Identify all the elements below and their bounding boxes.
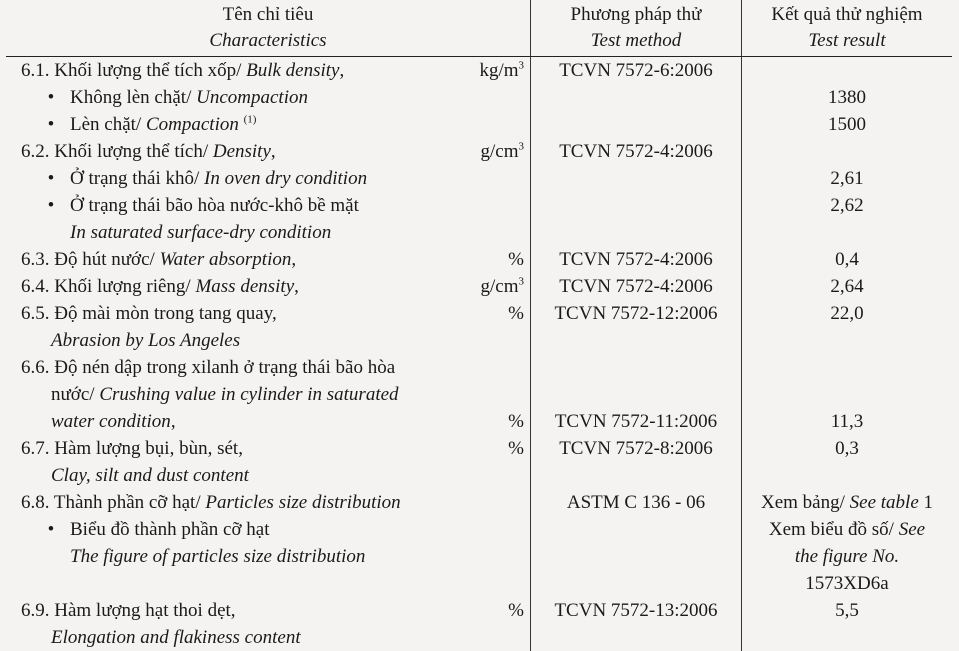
row-label: 6.5. Độ mài mòn trong tang quay,	[21, 303, 277, 324]
bullet-icon: •	[47, 519, 55, 540]
row-method: ASTM C 136 - 06	[531, 489, 742, 516]
row-result: 1380	[828, 87, 866, 108]
row-method: TCVN 7572-4:2006	[531, 273, 742, 300]
table-row: • Ở trạng thái bão hòa nước-khô bề mặt In saturated surface-dry condition 2,62	[6, 192, 952, 246]
table-row	[6, 138, 952, 165]
row-label: 6.2. Khối lượng thể tích/ Density,	[21, 141, 276, 162]
row-label: 6.4. Khối lượng riêng/ Mass density,	[21, 276, 299, 297]
bullet-icon: •	[47, 87, 55, 108]
table-row: • Ở trạng thái khô/ In oven dry condition 2,61	[6, 165, 952, 192]
row-unit: $g/cm^3$	[480, 140, 524, 162]
table-row	[6, 57, 952, 85]
table-row: 6.6. Độ nén dập trong xilanh ở trạng thái bão hòa nước/ Crushing value in cylinder in saturated water condition, % TCVN 7572-11:2006 11,3	[6, 354, 952, 435]
row-result: 2,64	[830, 276, 864, 297]
row-result: 0,3	[835, 438, 859, 459]
table-row: 6.5. Độ mài mòn trong tang quay, % Abrasion by Los Angeles TCVN 7572-12:2006 22,0	[6, 300, 952, 354]
table-row: • Không lèn chặt/ Uncompaction 1380	[6, 84, 952, 111]
table-header-row	[6, 0, 952, 57]
header-test-result	[742, 0, 953, 57]
header-col2-vi: Phương pháp thử	[570, 4, 702, 25]
row-unit: %	[508, 438, 524, 459]
row-method: TCVN 7572-4:2006	[531, 246, 742, 273]
row-method: TCVN 7572-13:2006	[531, 597, 742, 651]
header-col1-vi: Tên chỉ tiêu	[222, 4, 314, 25]
header-characteristics	[6, 0, 531, 57]
row-method: TCVN 7572-12:2006	[531, 300, 742, 354]
row-label: 6.3. Độ hút nước/ Water absorption,	[21, 249, 297, 270]
row-label: 6.9. Hàm lượng hạt thoi dẹt,	[21, 600, 236, 621]
row-result: 2,62	[830, 195, 864, 216]
row-result: Xem biểu đồ số/ See the figure No. 1573XD6a	[768, 519, 926, 594]
row-result: 11,3	[830, 411, 864, 432]
row-unit: %	[508, 411, 524, 432]
row-unit: %	[508, 249, 524, 270]
row-result: Xem bảng/ See table 1	[760, 492, 933, 513]
row-method: TCVN 7572-11:2006	[531, 354, 742, 435]
row-result: 0,4	[835, 249, 859, 270]
row-method: TCVN 7572-4:2006	[531, 138, 742, 165]
row-label: 6.6. Độ nén dập trong xilanh ở trạng thái bão hòa	[21, 357, 396, 378]
row-label: 6.8. Thành phần cỡ hạt/ Particles size distribution	[21, 492, 401, 513]
bullet-icon: •	[47, 168, 55, 189]
row-result	[742, 57, 953, 85]
row-result: 22,0	[830, 303, 864, 324]
test-results-table	[6, 0, 952, 651]
bullet-icon: •	[47, 195, 55, 216]
row-label: 6.1. Khối lượng thể tích xốp/ Bulk density,	[21, 60, 345, 81]
row-result: 1500	[828, 114, 866, 135]
table-row	[6, 273, 952, 300]
row-label: 6.7. Hàm lượng bụi, bùn, sét,	[21, 438, 243, 459]
table-row	[6, 246, 952, 273]
header-col3-en: Test result	[808, 30, 886, 51]
header-test-method	[531, 0, 742, 57]
row-method: TCVN 7572-6:2006	[531, 57, 742, 85]
row-unit: $kg/m^3$	[479, 59, 524, 81]
row-result: 2,61	[830, 168, 864, 189]
table-row: • Lèn chặt/ Compaction $^{(1)}$ 1500	[6, 111, 952, 138]
row-method: TCVN 7572-8:2006	[531, 435, 742, 489]
row-result: 5,5	[835, 600, 859, 621]
row-unit: %	[508, 600, 524, 621]
header-col3-vi: Kết quả thử nghiệm	[771, 4, 923, 25]
table-row: 6.9. Hàm lượng hạt thoi dẹt, % Elongation and flakiness content TCVN 7572-13:2006 5,5	[6, 597, 952, 651]
row-unit: %	[508, 303, 524, 324]
header-col2-en: Test method	[590, 30, 682, 51]
table-row: 6.7. Hàm lượng bụi, bùn, sét, % Clay, silt and dust content TCVN 7572-8:2006 0,3	[6, 435, 952, 489]
bullet-icon: •	[47, 114, 55, 135]
table-row: • Biểu đồ thành phần cỡ hạt The figure of particles size distribution Xem biểu đồ số/ See the figure No. 1573XD6a	[6, 516, 952, 597]
header-col1-en: Characteristics	[209, 30, 327, 51]
footnote-marker: (1)	[243, 113, 257, 126]
table-row	[6, 489, 952, 516]
row-unit: $g/cm^3$	[480, 275, 524, 297]
